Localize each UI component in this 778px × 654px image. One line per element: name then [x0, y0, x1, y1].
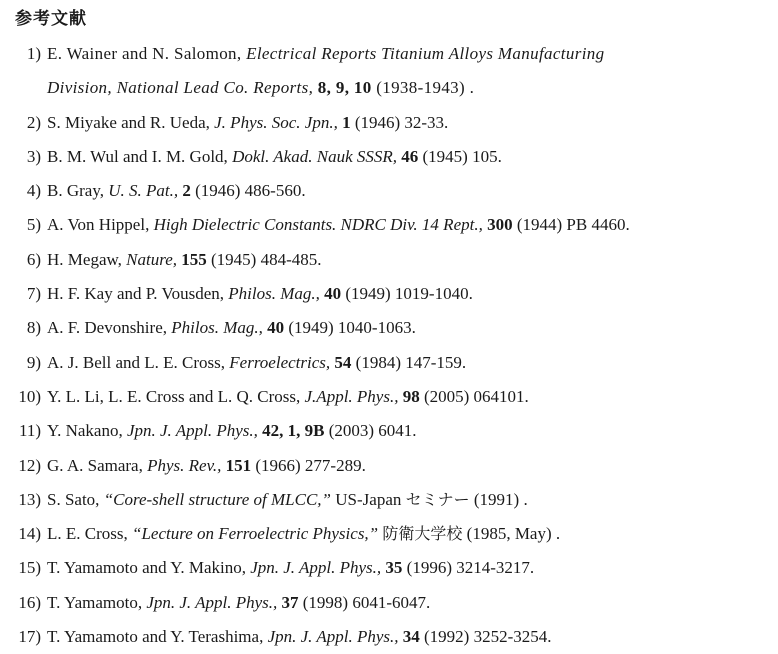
volume-number: 40 — [267, 318, 285, 338]
reference-item — [0, 277, 778, 311]
text-run: H. F. Kay and P. Vousden, — [47, 284, 229, 304]
reference-text — [47, 174, 306, 208]
volume-number: 37 — [281, 592, 299, 612]
reference-number: 15) — [18, 558, 41, 578]
reference-number: 9) — [26, 352, 41, 372]
reference-item — [0, 37, 778, 106]
reference-item — [0, 311, 778, 345]
text-run: (1985, May) . — [462, 524, 561, 544]
reference-text — [47, 71, 474, 105]
reference-text — [47, 380, 529, 414]
volume-number: 2 — [182, 181, 191, 201]
reference-number: 16) — [18, 592, 41, 612]
reference-text — [47, 586, 430, 620]
reference-text — [47, 140, 502, 174]
text-run: (1996) 3214-3217. — [402, 558, 535, 578]
journal-title: Phys. Rev., — [147, 455, 222, 475]
reference-number: 7) — [26, 284, 41, 304]
text-run: (1991) . — [469, 489, 528, 509]
reference-number: 17) — [18, 627, 41, 647]
text-run: (2003) 6041. — [324, 421, 417, 441]
text-run: US-Japan — [331, 489, 406, 509]
reference-number: 3) — [26, 146, 41, 166]
text-run: G. A. Samara, — [47, 455, 148, 475]
text-run: (1945) 105. — [418, 146, 502, 166]
journal-title: Philos. Mag., — [228, 284, 320, 304]
journal-title: J. Phys. Soc. Jpn., — [214, 112, 338, 132]
volume-number: 98 — [402, 386, 420, 406]
reference-item — [0, 140, 778, 174]
journal-title: Electrical Reports Titanium Alloys Manufacturing — [246, 44, 605, 63]
text-run: (1944) PB 4460. — [512, 215, 630, 235]
reference-item — [0, 551, 778, 585]
reference-number: 13) — [18, 489, 41, 509]
text-run: (1992) 3252-3254. — [419, 627, 552, 647]
reference-text — [47, 346, 466, 380]
text-run: E. Wainer and N. Salomon, — [47, 44, 247, 63]
journal-title: Jpn. J. Appl. Phys., — [267, 627, 399, 647]
journal-title: Jpn. J. Appl. Phys., — [250, 558, 382, 578]
reference-number: 1) — [26, 44, 41, 63]
text-run: A. F. Devonshire, — [47, 318, 172, 338]
reference-item — [0, 483, 778, 517]
reference-item — [0, 346, 778, 380]
text-run: L. E. Cross, — [47, 524, 132, 544]
text-run: (1998) 6041-6047. — [298, 592, 431, 612]
reference-number: 8) — [26, 318, 41, 338]
reference-text — [47, 106, 448, 140]
reference-text — [47, 449, 366, 483]
text-run: B. M. Wul and I. M. Gold, — [47, 146, 233, 166]
text-run: S. Sato, — [47, 489, 104, 509]
japanese-text: 防衛大学校 — [382, 524, 463, 544]
volume-number: 300 — [487, 215, 513, 235]
reference-item — [0, 243, 778, 277]
reference-item — [0, 449, 778, 483]
volume-number: 8, 9, 10 — [317, 78, 372, 98]
reference-item — [0, 380, 778, 414]
volume-number: 46 — [401, 146, 419, 166]
reference-text — [47, 414, 417, 448]
journal-title: U. S. Pat., — [108, 181, 179, 201]
volume-number: 40 — [324, 284, 342, 304]
text-run: B. Gray, — [47, 181, 109, 201]
text-run: (1938-1943) . — [371, 78, 475, 98]
text-run: T. Yamamoto and Y. Terashima, — [47, 627, 268, 647]
reference-text — [47, 483, 528, 517]
journal-title: Jpn. J. Appl. Phys., — [146, 592, 278, 612]
text-run: (1984) 147-159. — [351, 352, 467, 372]
journal-title: Division, National Lead Co. Reports, — [47, 78, 318, 98]
text-run: A. J. Bell and L. E. Cross, — [47, 352, 230, 372]
text-run: T. Yamamoto, — [47, 592, 147, 612]
text-run: (1946) 486-560. — [190, 181, 306, 201]
journal-title: Nature, — [126, 249, 177, 269]
reference-item — [0, 620, 778, 654]
reference-item — [0, 106, 778, 140]
japanese-text: セミナー — [405, 489, 470, 509]
volume-number: 155 — [181, 249, 207, 269]
reference-item — [0, 517, 778, 551]
reference-text — [47, 620, 552, 654]
reference-text — [47, 243, 321, 277]
journal-title: Philos. Mag., — [171, 318, 263, 338]
reference-text — [47, 551, 534, 585]
volume-number: 42, 1, 9B — [262, 421, 325, 441]
reference-text — [47, 517, 560, 551]
journal-title: Jpn. J. Appl. Phys., — [126, 421, 258, 441]
text-run: S. Miyake and R. Ueda, — [47, 112, 215, 132]
reference-item — [0, 586, 778, 620]
section-heading: 参考文献 — [15, 9, 87, 29]
text-run: (1945) 484-485. — [206, 249, 322, 269]
journal-title: Ferroelectrics, — [229, 352, 331, 372]
reference-text — [47, 37, 604, 71]
reference-text — [47, 277, 473, 311]
reference-item — [0, 414, 778, 448]
text-run: A. Von Hippel, — [47, 215, 154, 235]
reference-list — [0, 37, 778, 654]
text-run: (1949) 1040-1063. — [284, 318, 416, 338]
journal-title: “Core-shell structure of MLCC,” — [103, 489, 332, 509]
text-run: Y. L. Li, L. E. Cross and L. Q. Cross, — [47, 386, 305, 406]
text-run: Y. Nakano, — [47, 421, 127, 441]
text-run: (1949) 1019-1040. — [341, 284, 473, 304]
journal-title: High Dielectric Constants. NDRC Div. 14 Rept., — [153, 215, 483, 235]
reference-text — [47, 311, 416, 345]
reference-number: 4) — [26, 181, 41, 201]
reference-item — [0, 174, 778, 208]
reference-text — [47, 208, 630, 242]
reference-number: 5) — [26, 215, 41, 235]
reference-number: 2) — [26, 112, 41, 132]
volume-number: 151 — [225, 455, 252, 475]
reference-number: 10) — [18, 386, 41, 406]
volume-number: 34 — [402, 627, 420, 647]
reference-number: 6) — [26, 249, 41, 269]
reference-number: 14) — [18, 524, 41, 544]
text-run: T. Yamamoto and Y. Makino, — [47, 558, 251, 578]
text-run: (2005) 064101. — [419, 386, 529, 406]
text-run: H. Megaw, — [47, 249, 127, 269]
volume-number: 1 — [342, 112, 351, 132]
volume-number: 35 — [385, 558, 403, 578]
reference-number: 12) — [18, 455, 41, 475]
reference-number: 11) — [18, 421, 41, 441]
volume-number: 54 — [334, 352, 352, 372]
text-run: (1966) 277-289. — [251, 455, 366, 475]
text-run: (1946) 32-33. — [350, 112, 449, 132]
journal-title: Dokl. Akad. Nauk SSSR, — [232, 146, 397, 166]
journal-title: “Lecture on Ferroelectric Physics,” — [132, 524, 379, 544]
journal-title: J.Appl. Phys., — [304, 386, 399, 406]
reference-item — [0, 208, 778, 242]
